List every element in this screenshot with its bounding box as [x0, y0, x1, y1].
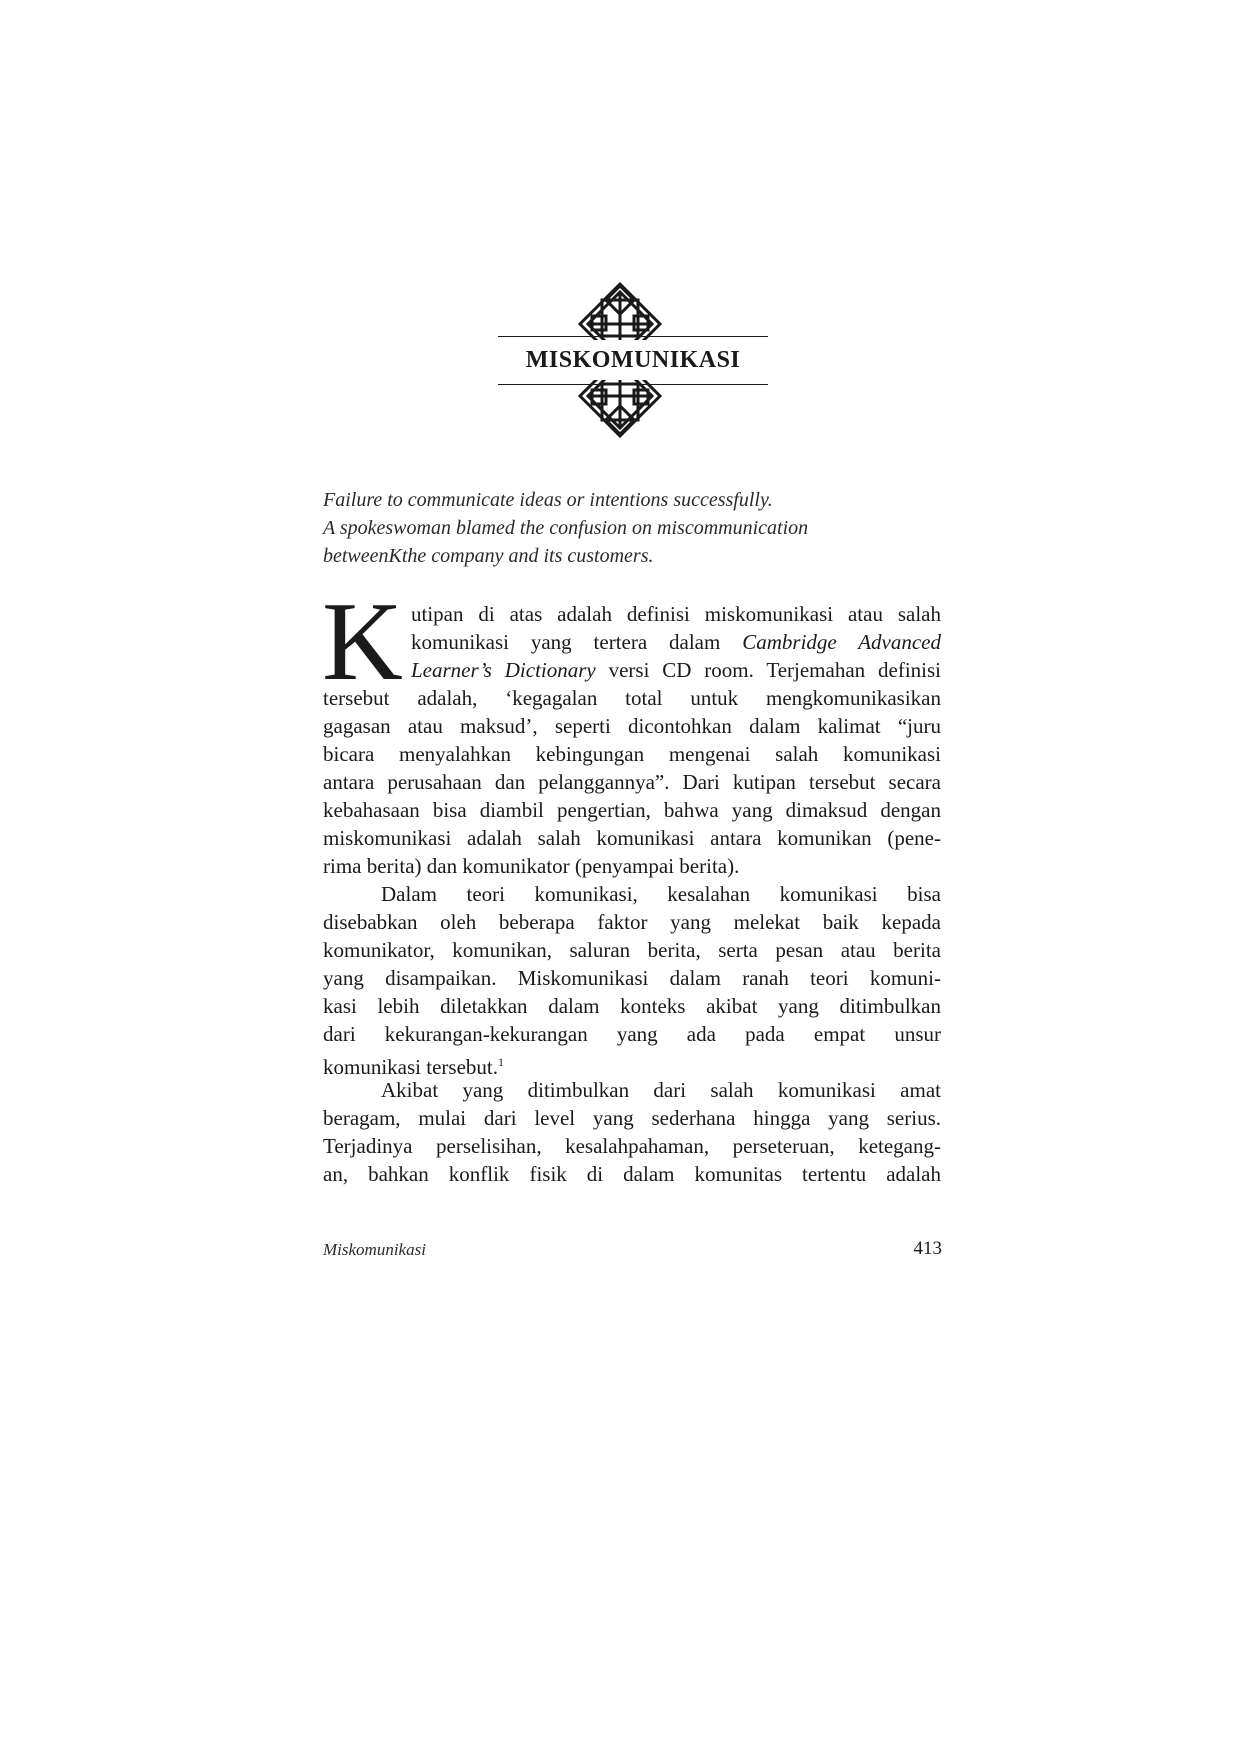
running-title: Miskomunikasi [323, 1240, 426, 1259]
book-title-part: Cambridge Advanced [742, 630, 941, 654]
body-line: rima berita) dan komunikator (penyampai berita). [323, 854, 740, 878]
epigraph-line: Failure to communicate ideas or intentions successfully. [323, 489, 773, 511]
body-line-text: versi CD room. Terjemahan definisi [608, 658, 942, 682]
ornament-bottom-icon [578, 380, 662, 438]
body-line: an, bahkan konflik fisik di dalam komunitas tertentu adalah [323, 1162, 941, 1186]
body-line: tersebut adalah, ‘kegagalan total untuk mengkomunikasikan [323, 686, 941, 710]
body-line: utipan di atas adalah definisi miskomunikasi atau salah [411, 602, 941, 626]
body-line: bicara menyalahkan kebingungan mengenai salah komunikasi [323, 742, 941, 766]
body-line-text: komunikasi yang tertera dalam [411, 630, 743, 654]
body-line-text: komunikasi tersebut. [323, 1055, 498, 1079]
ornament-top-icon [578, 282, 662, 340]
body-line: kasi lebih diletakkan dalam konteks akibat yang ditimbulkan [323, 994, 941, 1018]
body-line: Akibat yang ditimbulkan dari salah komunikasi amat [381, 1078, 941, 1102]
footnote-ref[interactable]: 1 [497, 1055, 504, 1069]
header-rule-top [498, 336, 768, 337]
body-text [323, 600, 941, 1188]
body-line: komunikator, komunikan, saluran berita, serta pesan atau berita [323, 938, 941, 962]
body-line: disebabkan oleh beberapa faktor yang melekat baik kepada [323, 910, 941, 934]
body-line: beragam, mulai dari level yang sederhana hingga yang serius. [323, 1106, 941, 1130]
body-line: yang disampaikan. Miskomunikasi dalam ranah teori komuni- [323, 966, 941, 990]
body-line: Terjadinya perselisihan, kesalahpahaman, perseteruan, ketegang- [323, 1134, 941, 1158]
page-number: 413 [913, 1238, 942, 1259]
body-line: dari kekurangan-kekurangan yang ada pada empat unsur [323, 1022, 941, 1046]
chapter-title-box [498, 338, 768, 382]
body-line: kebahasaan bisa diambil pengertian, bahwa yang dimaksud dengan [323, 798, 941, 822]
body-line: gagasan atau maksud’, seperti dicontohkan dalam kalimat “juru [323, 714, 941, 738]
chapter-title: MISKOMUNIKASI [520, 347, 747, 374]
book-title-part: Learner’s Dictionary [411, 658, 596, 682]
body-line: Dalam teori komunikasi, kesalahan komunikasi bisa [381, 882, 941, 906]
epigraph [323, 486, 943, 570]
body-line [323, 628, 941, 656]
epigraph-line: A spokeswoman blamed the confusion on miscommunication [323, 517, 809, 539]
epigraph-line: betweenKthe company and its customers. [323, 545, 654, 567]
body-line [323, 1048, 941, 1079]
body-line: miskomunikasi adalah salah komunikasi antara komunikan (pene- [323, 826, 941, 850]
body-line [323, 656, 941, 684]
body-line: antara perusahaan dan pelanggannya”. Dari kutipan tersebut secara [323, 770, 941, 794]
drop-cap: K [322, 580, 403, 704]
